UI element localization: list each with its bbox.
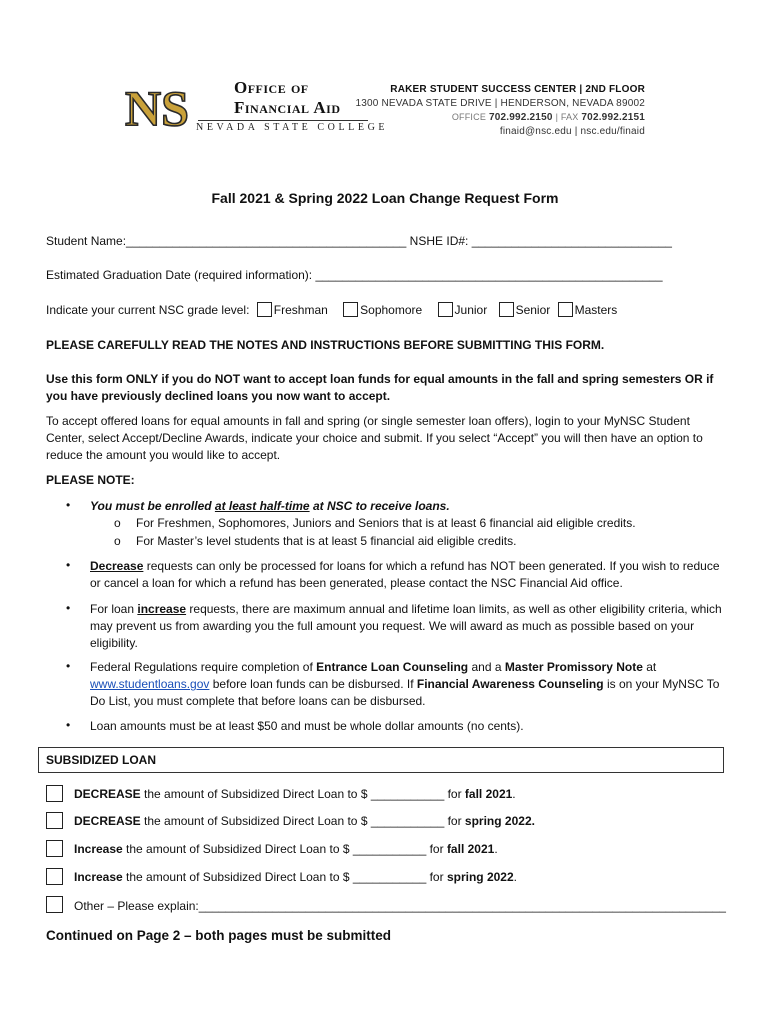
read-notice: PLEASE CAREFULLY READ THE NOTES AND INSTRUCTIONS BEFORE SUBMITTING THIS FORM.	[46, 338, 605, 352]
checkbox-senior[interactable]	[499, 302, 514, 317]
checkbox-decrease-spring[interactable]	[46, 812, 63, 829]
bullet: •	[66, 498, 71, 512]
note-increase	[90, 601, 730, 652]
checkbox-sophomore[interactable]	[343, 302, 358, 317]
option-term: fall 2021	[446, 842, 495, 856]
college-name: NEVADA STATE COLLEGE	[196, 122, 389, 133]
accept-instructions: To accept offered loans for equal amounts in fall and spring (or single semester loan offers), login to your MyNSC Student Center, select Accept/Decline Awards, indicate your choice and submit. If you select “Accept” you will then have an option to reduce the amount you would like to accept.	[46, 414, 703, 462]
nsc-logo	[124, 78, 190, 134]
please-note: PLEASE NOTE:	[46, 473, 135, 487]
increase-text: requests, there are maximum annual and lifetime loan limits, as well as other eligibility criteria, which may prevent us from awarding you the full amount you request. We will award as much as possible based on your eligibility.	[90, 602, 722, 650]
address: 1300 NEVADA STATE DRIVE | HENDERSON, NEVADA 89002	[355, 98, 645, 109]
option-action: DECREASE	[74, 814, 141, 828]
phone-line	[452, 112, 645, 123]
grade-freshman: Freshman	[273, 303, 328, 317]
office-phone: 702.992.2150	[489, 112, 553, 123]
option-end: .	[494, 842, 498, 856]
fed-post: is on your MyNSC To Do List, you must complete that before loans can be disbursed.	[90, 677, 720, 708]
bullet: •	[66, 558, 71, 572]
option-increase-spring	[74, 870, 517, 884]
note-decrease	[90, 558, 730, 592]
sub-bullet: o	[114, 516, 121, 530]
studentloans-link[interactable]: www.studentloans.gov	[90, 677, 210, 691]
fed-pre: Federal Regulations require completion of	[90, 660, 317, 674]
option-term: spring 2022	[446, 870, 514, 884]
note-amount: Loan amounts must be at least $50 and must be whole dollar amounts (no cents).	[90, 719, 524, 733]
office-line-2: Financial Aid	[234, 98, 341, 117]
grade-junior: Junior	[454, 303, 488, 317]
checkbox-decrease-fall[interactable]	[46, 785, 63, 802]
grade-level-row	[46, 302, 617, 317]
option-end: .	[512, 787, 516, 801]
checkbox-increase-fall[interactable]	[46, 840, 63, 857]
option-decrease-spring	[74, 814, 535, 828]
subsidized-loan-title: SUBSIDIZED LOAN	[46, 753, 157, 767]
option-term: spring 2022.	[464, 814, 535, 828]
fed-mid1: and a	[468, 660, 505, 674]
bullet: •	[66, 718, 71, 732]
entrance-counseling: Entrance Loan Counseling	[316, 660, 469, 674]
office-line-1: Office of	[234, 78, 309, 97]
student-name-line[interactable]: Student Name:__________________________________________ NSHE ID#: ______________________________	[46, 234, 672, 248]
master-promissory-note: Master Promissory Note	[504, 660, 643, 674]
checkbox-increase-spring[interactable]	[46, 868, 63, 885]
grade-senior: Senior	[515, 303, 551, 317]
decrease-word: Decrease	[90, 559, 144, 573]
option-action: DECREASE	[74, 787, 141, 801]
option-action: Increase	[74, 870, 123, 884]
use-only-notice: Use this form ONLY if you do NOT want to accept loan funds for equal amounts in the fall and spring semesters OR if you have previously declined loans you now want to accept.	[46, 372, 714, 403]
financial-awareness-counseling: Financial Awareness Counseling	[416, 677, 604, 691]
fed-mid2: at	[642, 660, 657, 674]
option-term: fall 2021	[464, 787, 513, 801]
option-end: .	[513, 870, 517, 884]
grade-sophomore: Sophomore	[360, 303, 423, 317]
checkbox-masters[interactable]	[558, 302, 573, 317]
fax-label: | FAX	[555, 112, 579, 122]
center-name: RAKER STUDENT SUCCESS CENTER | 2ND FLOOR	[390, 84, 645, 95]
note-federal	[90, 659, 730, 710]
option-increase-fall	[74, 842, 498, 856]
fax-phone: 702.992.2151	[581, 112, 645, 123]
grade-masters: Masters	[574, 303, 618, 317]
checkbox-junior[interactable]	[438, 302, 453, 317]
checkbox-freshman[interactable]	[257, 302, 272, 317]
fed-mid3: before loan funds can be disbursed. If	[209, 677, 417, 691]
grade-level-label: Indicate your current NSC grade level:	[46, 303, 250, 317]
form-title: Fall 2021 & Spring 2022 Loan Change Request Form	[211, 190, 559, 206]
sub-bullet: o	[114, 534, 121, 548]
decrease-text: requests can only be processed for loans for which a refund has NOT been generated. If you wish to reduce or cancel a loan for which a refund has been generated, please contact the NSC Financial Aid office.	[90, 559, 720, 590]
option-action: Increase	[74, 842, 123, 856]
enroll-pre: You must be enrolled	[90, 499, 215, 513]
option-other[interactable]: Other – Please explain:_______________________________________________________________________________	[74, 899, 726, 913]
enroll-undergrad: For Freshmen, Sophomores, Juniors and Seniors that is at least 6 financial aid eligible credits.	[136, 516, 636, 530]
option-text: the amount of Subsidized Direct Loan to $ ___________ for	[140, 787, 465, 801]
bullet: •	[66, 659, 71, 673]
enroll-half-time: at least half-time	[214, 499, 310, 513]
increase-word: increase	[137, 602, 187, 616]
note-enrollment	[90, 498, 730, 515]
enroll-post: at NSC to receive loans.	[309, 499, 450, 513]
option-text: the amount of Subsidized Direct Loan to $ ___________ for	[140, 814, 465, 828]
svg-text:NS: NS	[125, 80, 189, 134]
office-label: OFFICE	[451, 112, 487, 122]
option-text: the amount of Subsidized Direct Loan to $ ___________ for	[122, 842, 447, 856]
option-text: the amount of Subsidized Direct Loan to $ ___________ for	[122, 870, 447, 884]
checkbox-other[interactable]	[46, 896, 63, 913]
continued-notice: Continued on Page 2 – both pages must be submitted	[46, 928, 392, 943]
enroll-masters: For Master’s level students that is at least 5 financial aid eligible credits.	[136, 534, 517, 548]
college-rule	[198, 120, 368, 121]
graduation-date-line[interactable]: Estimated Graduation Date (required information): ____________________________________________________	[46, 268, 663, 282]
increase-pre: For loan	[90, 602, 138, 616]
option-decrease-fall	[74, 787, 516, 801]
bullet: •	[66, 601, 71, 615]
email-web: finaid@nsc.edu | nsc.edu/finaid	[499, 126, 645, 137]
